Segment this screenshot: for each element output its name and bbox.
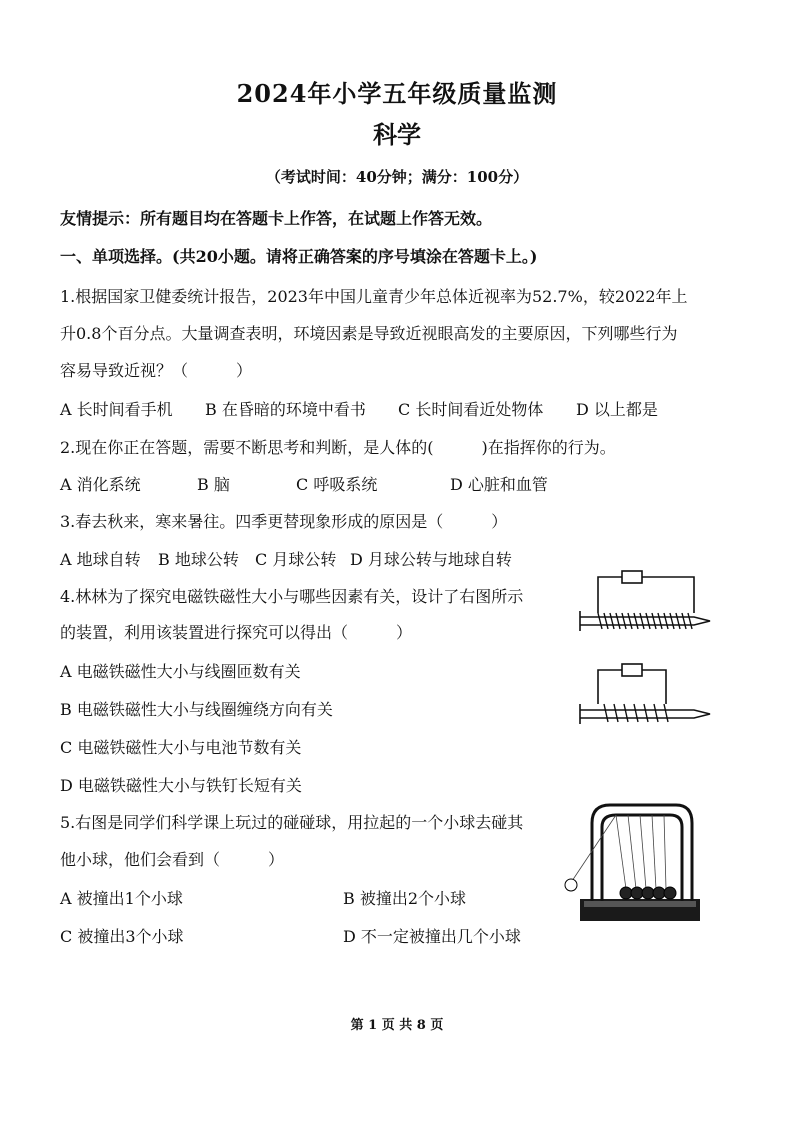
section-heading: 一、单项选择。(共20小题。请将正确答案的序号填涂在答题卡上。) <box>60 247 538 266</box>
electromagnet-diagram-1 <box>574 565 719 640</box>
q3-option-a: A 地球自转 <box>60 550 141 569</box>
question-1-line-3: 容易导致近视？（ ） <box>60 361 253 380</box>
question-4-line-1: 4.林林为了探究电磁铁磁性大小与哪些因素有关，设计了右图所示 <box>60 587 524 606</box>
q4-option-d: D 电磁铁磁性大小与铁钉长短有关 <box>60 776 302 795</box>
question-5-line-1: 5.右图是同学们科学课上玩过的碰碰球，用拉起的一个小球去碰其 <box>60 813 524 832</box>
q3-option-d: D 月球公转与地球自转 <box>350 550 512 569</box>
question-1-line-2: 升0.8个百分点。大量调查表明，环境因素是导致近视眼高发的主要原因，下列哪些行为 <box>60 324 678 343</box>
q3-option-b: B 地球公转 <box>158 550 239 569</box>
q1-option-a: A 长时间看手机 <box>60 400 173 419</box>
exam-info: （考试时间：40分钟；满分：100分） <box>265 168 529 186</box>
q2-option-d: D 心脏和血管 <box>450 475 548 494</box>
q1-option-c: C 长时间看近处物体 <box>398 400 544 419</box>
q1-option-d: D 以上都是 <box>576 400 658 419</box>
q1-option-b: B 在昏暗的环境中看书 <box>205 400 366 419</box>
q2-option-a: A 消化系统 <box>60 475 141 494</box>
exam-title: 2024年小学五年级质量监测 <box>236 79 558 108</box>
q2-option-c: C 呼吸系统 <box>296 475 378 494</box>
notice: 友情提示：所有题目均在答题卡上作答，在试题上作答无效。 <box>60 209 493 228</box>
q5-option-d: D 不一定被撞出几个小球 <box>343 927 521 946</box>
q4-option-b: B 电磁铁磁性大小与线圈缠绕方向有关 <box>60 700 333 719</box>
q3-option-c: C 月球公转 <box>255 550 337 569</box>
question-3-line-1: 3.春去秋来，寒来暑往。四季更替现象形成的原因是（ ） <box>60 512 508 531</box>
q2-option-b: B 脑 <box>197 475 230 494</box>
q5-option-b: B 被撞出2个小球 <box>343 889 467 908</box>
q4-option-c: C 电磁铁磁性大小与电池节数有关 <box>60 738 302 757</box>
question-5-line-2: 他小球，他们会看到（ ） <box>60 850 285 869</box>
question-2-line-1: 2.现在你正在答题，需要不断思考和判断，是人体的( )在指挥你的行为。 <box>60 438 616 457</box>
newtons-cradle-diagram <box>560 795 710 930</box>
q4-option-a: A 电磁铁磁性大小与线圈匝数有关 <box>60 662 301 681</box>
q5-option-c: C 被撞出3个小球 <box>60 927 184 946</box>
exam-subject: 科学 <box>373 120 421 149</box>
electromagnet-diagram-2 <box>574 658 719 733</box>
page-footer: 第 1 页 共 8 页 <box>350 1018 444 1033</box>
question-4-line-2: 的装置，利用该装置进行探究可以得出（ ） <box>60 623 413 642</box>
q5-option-a: A 被撞出1个小球 <box>60 889 183 908</box>
question-1-line-1: 1.根据国家卫健委统计报告，2023年中国儿童青少年总体近视率为52.7%，较2022年上 <box>60 287 688 306</box>
